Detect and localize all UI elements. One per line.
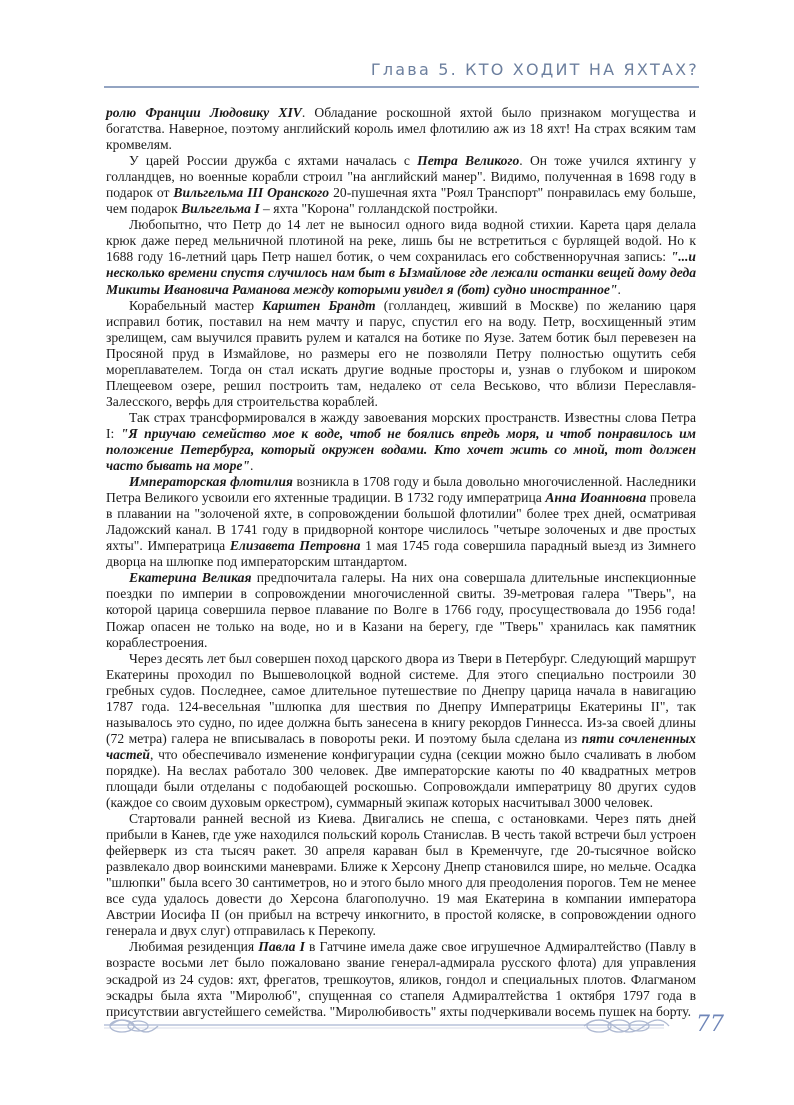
body-text: (голландец, живший в Москве) по желанию царя исправил ботик, поставил на нем мачту и парус, спустил его на воду. Петр, восхищенный этим зрелищем, сам выучился править рулем и катался на ботике по Яузе. Затем ботик был перевезен на Просяной пруд в Измайлове, но размеры его не позволяли Петру полностью ощутить себя мореплавателем. Тогда он стал искать другие водные просторы и, узнав о глубоком и широком Плещеевом озере, решил построить там, недалеко от села Веськово, что вблизи Переславля-Залесского, верфь для строительства кораблей. [106, 297, 696, 409]
page-footer [104, 1010, 724, 1040]
header-divider [104, 86, 699, 88]
emphasis-text: ролю Франции Людовику XIV [106, 105, 302, 120]
body-text: 1 мая 1745 года совершила парадный выезд из Зимнего дворца на шлюпке под императорским штандартом. [106, 538, 696, 570]
body-text: Так страх трансформировался в жажду завоевания морских пространств. Известны слова Петра I: [106, 409, 696, 441]
body-text: Любимая резиденция [129, 939, 259, 955]
body-text: провела в плавании на "золоченой яхте, в сопровождении большой флотилии" более трех дней, осматривая Ладожский канал. В 1741 году в придворной конторе числилось "четыре золоченых и две простых яхты". Императрица [106, 490, 696, 554]
emphasis-text: Карштен Брандт [262, 297, 376, 313]
paragraph [106, 410, 696, 474]
chapter-header: Глава 5. КТО ХОДИТ НА ЯХТАХ? [370, 60, 699, 79]
emphasis-text: Елизавета Петровна [229, 538, 361, 554]
emphasis-text: Екатерина Великая [129, 570, 252, 586]
emphasis-text: Императорская флотилия [129, 474, 293, 490]
body-text: в Гатчине имела даже свое игрушечное Адмиралтейство (Павлу в возрасте восьми лет было пожаловано звание генерал-адмирала русского флота) для управления эскадрой из 24 судов: яхт, фрегатов, трешкоутов, яликов, гондол и специальных плотов. Флагманом эскадры была яхта "Миролюб", спущенная со стапеля Адмиралтейства 1 октября 1797 года в присутствии августейшего семейства. "Миролюбивость" яхты подчеркивали восемь пушек на борту. [106, 939, 697, 1019]
paragraph [106, 570, 696, 650]
body-text: Стартовали ранней весной из Киева. Двигались не спеша, с остановками. Через пять дней прибыли в Канев, где уже находился польский король Станислав. В честь такой встречи был устроен фейерверк из ста тысяч ракет. 30 апреля караван был в Кременчуге, где 20-тысячное войско развлекало двор воинскими маневрами. Ближе к Херсону Днепр становился шире, но мельче. Осадка "шлюпки" была всего 30 сантиметров, но и этого было много для преодоления порогов. Тем не менее все суда удалось довести до Херсона благополучно. 19 мая Екатерина в компании императора Австрии Иосифа II (он прибыл на встречу инкогнито, в простой коляске, в сопровождении одного генерала и двух слуг) отправилась к Перекопу. [106, 811, 696, 939]
body-text: . Он тоже учился яхтингу у голландцев, но военные корабли строил "на английский манер". Видимо, полученная в 1698 году в подарок от [106, 153, 696, 201]
body-text: Через десять лет был совершен поход царского двора из Твери в Петербург. Следующий маршрут Екатерины проходил по Вышеволоцкой водной системе. Для этого специально построили 30 гребных судов. Последнее, самое длительное путешествие по Днепру царица начала в навигацию 1787 года. 124-весельная "шлюпка для шествия по Днепру Императрицы Екатерины II", так называлось это судно, по идее должна быть занесена в книгу рекордов Гиннесса. Из-за своей длины (72 метра) галера не вписывалась в повороты реки. И поэтому была сделана из [106, 650, 696, 746]
emphasis-text: пяти сочлененных частей [106, 730, 696, 762]
body-text: Корабельный мастер [129, 297, 263, 313]
body-text: . [617, 281, 621, 297]
body-text: предпочитала галеры. На них она совершала длительные инспекционные поездки по империи в сопровождении многочисленной свиты. 39-метровая галера "Тверь", на которой царица совершила первое плавание по Волге в 1766 году, просуществовала до 1956 года! Пожар опасен не только на воде, но и в Казани на берегу, где "Тверь" хранилась как памятник кораблестроения. [106, 570, 697, 650]
emphasis-text: Петра Великого [417, 153, 520, 169]
body-text: возникла в 1708 году и была довольно многочисленной. Наследники Петра Великого усвоили его яхтенные традиции. В 1732 году императрица [106, 474, 696, 506]
body-text: У царей России дружба с яхтами началась с [129, 153, 418, 169]
rope-knot-icon [104, 1010, 704, 1040]
paragraph [106, 651, 696, 811]
page-number: 77 [696, 1012, 724, 1037]
body-text: , что обеспечивало изменение конфигурации судна (секции можно было счаливать в любом порядке). На веслах работало 300 человек. Две императорские каюты по 40 квадратных метров площади были отделаны с подобающей роскошью. Сопровождали императрицу 80 других судов (каждое со своим духовым оркестром), суммарный экипаж которых насчитывал 3000 человек. [106, 746, 696, 811]
paragraph [106, 217, 696, 297]
body-text: . Обладание роскошной яхтой было признаком могущества и богатства. Наверное, поэтому английский король имел флотилию аж из 18 яхт! На страх всяким там кромвелям. [106, 105, 697, 153]
paragraph [106, 811, 696, 939]
body-text: . [249, 458, 254, 474]
paragraph [106, 474, 696, 570]
paragraph [106, 105, 696, 153]
body-text: Любопытно, что Петр до 14 лет не выносил одного вида водной стихии. Карета царя делала крюк даже перед мельничной плотиной на реке, лишь бы не встретиться с бурлящей водой. Но к 1688 году 16-летний царь Петр нашел ботик, о чем сохранилась его собственноручная запись: [106, 217, 696, 265]
emphasis-text: Вильгельма I [181, 201, 260, 217]
paragraph [106, 153, 696, 217]
emphasis-text: Павла I [258, 939, 305, 955]
emphasis-text: Анна Иоанновна [545, 490, 647, 506]
body-text: – яхта "Корона" голландской постройки. [259, 201, 498, 217]
article-body [106, 105, 696, 1020]
emphasis-text: Вильгельма III Оранского [173, 185, 330, 201]
emphasis-text: "...и несколько времени спустя случилось нам быт в Ызмайлове где лежали останки вещей дому деда Микиты Ивановича Раманова между которыми увидел я (бот) судно иностранное" [106, 249, 696, 297]
paragraph [106, 298, 696, 410]
paragraph [106, 939, 696, 1019]
body-text: 20-пушечная яхта "Роял Транспорт" понравилась ему больше, чем подарок [106, 185, 696, 217]
emphasis-text: "Я приучаю семейство мое к воде, чтоб не боялись впредь моря, и чтоб понравилось им положение Петербурга, который окружен водами. Кто хочет жить со мной, тот должен часто бывать на море" [106, 425, 696, 474]
